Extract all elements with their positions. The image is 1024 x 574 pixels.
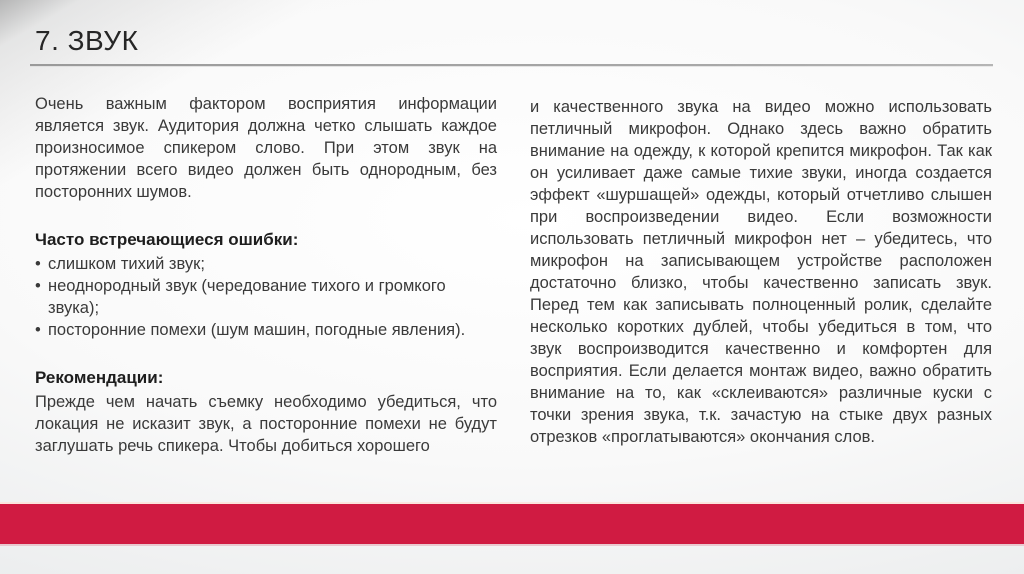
slide-body	[0, 67, 1024, 457]
right-paragraph: и качественного звука на видео можно использовать петличный микрофон. Однако здесь важно обратить внимание на одежду, к которой крепится микрофон. Так как он усиливает даже самые тихие звуки, иногда создается эффект «шуршащей» одежды, который отчетливо слышен при воспроизведении видео. Если возможности использовать петличный микрофон нет – убедитесь, что микрофон на записывающем устройстве расположен достаточно близко, чтобы качественно записать звук. Перед тем как записывать полноценный ролик, сделайте несколько коротких дублей, чтобы убедиться в том, что звук воспроизводится качественно и комфортен для восприятия. Если делается монтаж видео, важно обратить внимание на то, как «склеиваются» различные куски с точки зрения звука, т.к. зачастую на стыке двух разных отрезков «проглатываются» окончания слов.	[530, 97, 992, 446]
list-item: • посторонние помехи (шум машин, погодные явления).	[35, 319, 497, 341]
list-item: • неоднородный звук (чередование тихого и громкого звука);	[35, 275, 497, 319]
errors-list	[35, 253, 497, 341]
intro-paragraph: Очень важным фактором восприятия информации является звук. Аудитория должна четко слышать каждое произносимое спикером слово. При этом звук на протяжении всего видео должен быть однородным, без посторонних шумов.	[35, 94, 497, 201]
recommendations-heading: Рекомендации:	[35, 367, 164, 387]
errors-heading: Часто встречающиеся ошибки:	[35, 229, 299, 249]
recommendations-paragraph: Прежде чем начать съемку необходимо убедиться, что локация не исказит звук, а посторонние помехи не будут заглушать речь спикера. Чтобы добиться хорошего	[35, 392, 497, 455]
right-column	[530, 93, 992, 457]
left-column	[35, 93, 497, 457]
list-item: • слишком тихий звук;	[35, 253, 497, 275]
slide-header	[0, 0, 1024, 67]
accent-stripe	[0, 502, 1024, 544]
slide-title: 7. ЗВУК	[35, 25, 139, 56]
